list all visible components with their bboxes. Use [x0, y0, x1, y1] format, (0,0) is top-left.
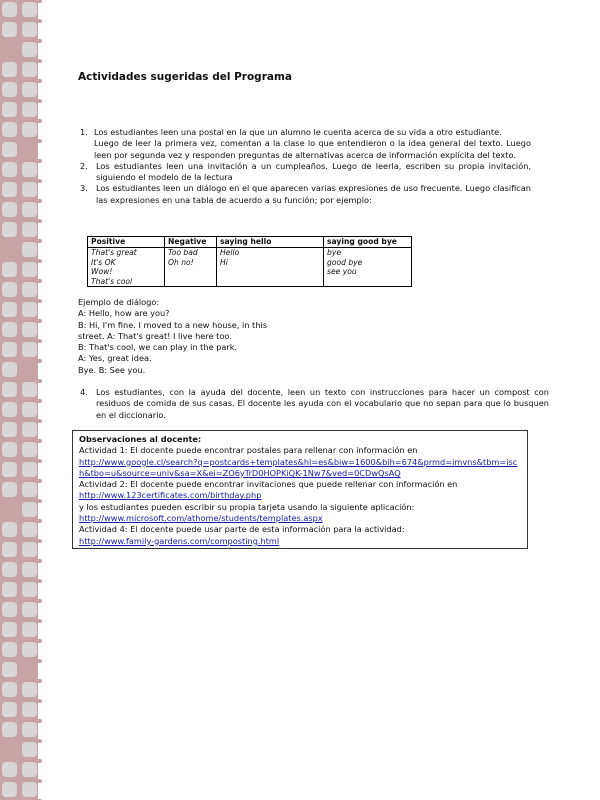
composting-link[interactable]: http://www.family-gardens.com/composting.html: [79, 535, 280, 546]
table-cell-negative: [165, 248, 217, 287]
dialogue-line: B: Hi, I'm fine. I moved to a new house, in this: [78, 319, 268, 330]
activity-text: Los estudiantes leen un diálogo en el que aparecen varias expresiones de uso frecuente. Luego clasifican las expresiones en una tabla de acuerdo a su función; por ejemplo:: [96, 183, 531, 205]
table-cell-saying-goodbye: [324, 248, 412, 287]
dialogue-line: Bye. B: See you.: [78, 364, 146, 375]
activity-2-note: [79, 479, 521, 502]
page-title: Actividades sugeridas del Programa: [78, 71, 292, 83]
activity-number: 4.: [80, 387, 88, 397]
birthday-invitations-link[interactable]: http://www.123certificates.com/birthday.php: [79, 490, 262, 501]
dialogue-heading: Ejemplo de diálogo:: [78, 297, 160, 307]
column-header: Negative: [165, 237, 217, 248]
column-header: Positive: [88, 237, 165, 248]
activity-2-note-continued: y los estudiantes pueden escribir su propia tarjeta usando la siguiente aplicación:: [79, 501, 415, 512]
expression: That's great: [91, 248, 137, 257]
dialogue-line: A: Yes, great idea.: [78, 353, 152, 364]
expressions-table: [87, 236, 412, 287]
postcards-link[interactable]: http://www.google.cl/search?q=postcards+templates&hl=es&biw=1600&bih=674&prmd=imvns&tbm=isch&tbo=u&source=univ&sa=X&ei=ZO6yTrD0HOPKiQK-1Nw7&ved=0CDwQsAQ: [79, 456, 518, 478]
table-cell-saying-hello: [217, 248, 324, 287]
activity-list: [78, 127, 531, 206]
activity-item-3: [78, 183, 531, 206]
dialogue-line: A: Hello, how are you?: [78, 308, 170, 319]
activity-1-note: Actividad 1: El docente puede encontrar postales para rellenar con información en: [79, 445, 418, 456]
table-cell-positive: [88, 248, 165, 287]
activity-item-4: [78, 387, 549, 421]
expression: It's OK: [91, 257, 116, 267]
dialogue-line: B: That's cool, we can play in the park.: [78, 342, 238, 353]
expression: Too bad: [168, 248, 198, 257]
expression: bye: [327, 248, 341, 257]
column-header: saying good bye: [324, 237, 412, 248]
expression: That's cool: [91, 276, 133, 286]
expression: Hello: [220, 248, 240, 257]
activity-text-continued: Luego de leer la primera vez, comentan a la clase lo que entendieron o la idea general del texto. Luego leen por segunda vez y responden preguntas de alternativas acerca de información explícita del texto.: [94, 138, 531, 160]
expression: Wow!: [91, 267, 113, 277]
expression: see you: [327, 267, 357, 277]
activity-number: 1.: [80, 127, 88, 137]
expression: Hi: [220, 257, 228, 267]
column-header: saying hello: [217, 237, 324, 248]
activity-item-1: [78, 127, 531, 161]
activity-2-note-text: Actividad 2: El docente puede encontrar invitaciones que puede rellenar con información en: [79, 479, 458, 490]
table-header-row: [88, 237, 412, 248]
activity-number: 3.: [80, 183, 88, 194]
expression: Oh no!: [168, 257, 194, 267]
dialogue-line: street. A: That's great! I live here too.: [78, 330, 232, 341]
observations-title: Observaciones al docente:: [79, 434, 202, 444]
microsoft-templates-link[interactable]: http://www.microsoft.com/athome/students/templates.aspx: [79, 513, 323, 524]
activity-text: Los estudiantes, con la ayuda del docente, leen un texto con instrucciones para hacer un compost con residuos de comida de sus casas. El docente les ayuda con el vocabulario que no sepan para que lo busquen en el diccionario.: [96, 387, 549, 420]
table-row: [88, 248, 412, 287]
observations-box: [72, 430, 528, 549]
activity-text: Los estudiantes leen una invitación a un cumpleaños. Luego de leerla, escriben su propia invitación, siguiendo el modelo de la lectura: [96, 160, 531, 183]
activity-text: Los estudiantes leen una postal en la que un alumno le cuenta acerca de su vida a otro estudiante.: [94, 127, 502, 137]
expression: good bye: [327, 257, 363, 267]
activity-number: 2.: [80, 160, 88, 171]
activity-item-2: [78, 161, 531, 184]
dialogue-example: [78, 297, 338, 376]
activity-4-note: Actividad 4: El docente puede usar parte de esta información para la actividad:: [79, 524, 405, 535]
